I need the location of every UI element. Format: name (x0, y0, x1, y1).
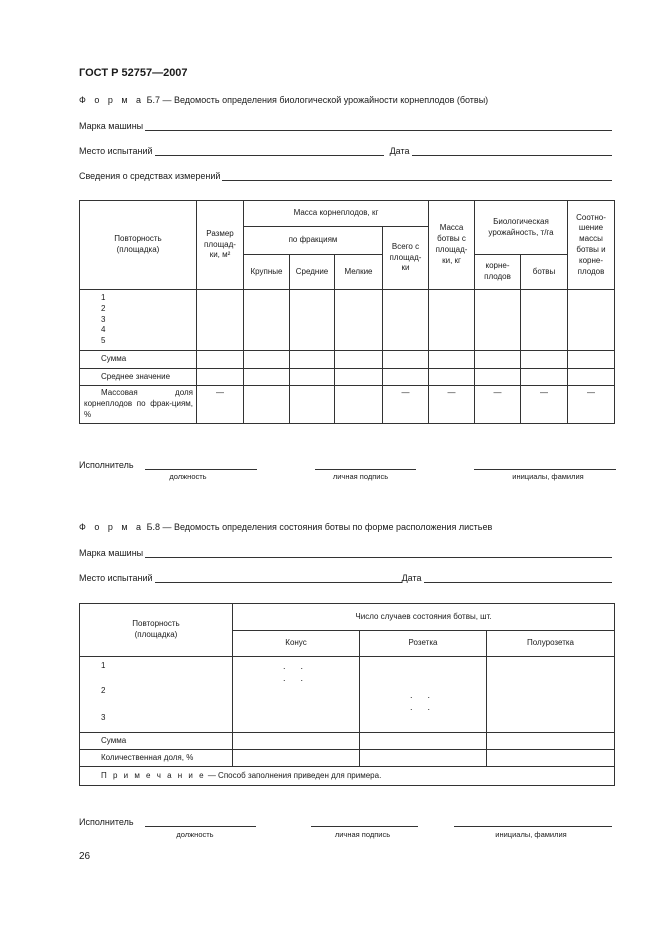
field-line-instruments[interactable] (222, 171, 612, 181)
field-label-place: Место испытаний (79, 573, 153, 583)
table-cell[interactable] (233, 733, 360, 750)
table-cell[interactable] (290, 351, 335, 369)
note-row (80, 767, 615, 786)
field-machine-b8 (79, 548, 612, 558)
repeat-number: 1 (101, 293, 106, 302)
header-half-rosette: Полурозетка (487, 631, 615, 657)
repeat-list (80, 290, 197, 351)
dash-cell: — (383, 386, 429, 424)
table-row (80, 369, 615, 386)
field-line-date[interactable] (412, 146, 613, 156)
tally-dots: · · (409, 704, 437, 714)
field-label-date: Дата (401, 573, 422, 583)
repeat-number: 2 (101, 686, 106, 695)
table-row (80, 750, 615, 767)
executor-label: Исполнитель (79, 460, 134, 470)
caption-personal-signature: личная подпись (332, 472, 389, 481)
row-label-sum: Сумма (80, 351, 197, 369)
field-place-date-b8 (79, 573, 612, 583)
header-roots: корне-плодов (475, 255, 521, 290)
row-label-sum-b8: Сумма (80, 733, 233, 750)
repeat-number: 3 (101, 314, 106, 324)
header-size: Размер площад-ки, м² (197, 201, 244, 290)
tally-dots: · · (282, 675, 310, 685)
table-cell[interactable] (383, 369, 429, 386)
table-cell[interactable] (429, 351, 475, 369)
table-cell[interactable] (475, 369, 521, 386)
row-label-share: Массовая доля корнеплодов по фрак-циям, % (80, 386, 197, 424)
signature-line-personal[interactable] (315, 460, 416, 470)
row-label-mean: Среднее значение (80, 369, 197, 386)
dash-cell: — (429, 386, 475, 424)
dash-cell: — (197, 386, 244, 424)
header-medium: Средние (290, 255, 335, 290)
repeat-number: 1 (101, 661, 106, 670)
header-mass: Масса корнеплодов, кг (244, 201, 429, 227)
repeat-number: 2 (101, 303, 106, 313)
header-tops-mass: Масса ботвы с площад-ки, кг (429, 201, 475, 290)
header-yield: Биологическая урожайность, т/га (475, 201, 568, 255)
table-cell[interactable] (290, 290, 335, 351)
table-cell[interactable] (335, 351, 383, 369)
form-b8-title (79, 522, 492, 532)
caption-position: должность (176, 830, 214, 839)
table-cell[interactable] (487, 750, 615, 767)
table-cell[interactable] (197, 290, 244, 351)
dash-cell: — (475, 386, 521, 424)
header-repeat-b8: Повторность (площадка) (80, 604, 233, 657)
table-cell[interactable] (521, 351, 568, 369)
caption-initials: инициалы, фамилия (512, 472, 584, 481)
table-cell[interactable] (244, 290, 290, 351)
repeat-number: 5 (101, 336, 106, 346)
field-machine-b7 (79, 121, 612, 131)
note-text: — Способ заполнения приведен для примера. (207, 770, 382, 780)
form-b7-title (79, 95, 488, 105)
standard-header: ГОСТ Р 52757—2007 (79, 67, 188, 79)
caption-personal-signature: личная подпись (334, 830, 391, 839)
table-b7 (79, 200, 615, 424)
header-repeat: Повторность (площадка) (80, 201, 197, 290)
table-cell[interactable] (429, 369, 475, 386)
header-by-fraction: по фракциям (244, 227, 383, 255)
table-cell[interactable] (290, 369, 335, 386)
row-label-share-b8: Количественная доля, % (80, 750, 233, 767)
header-tops: ботвы (521, 255, 568, 290)
table-cell[interactable] (429, 290, 475, 351)
field-line-machine[interactable] (145, 121, 612, 131)
table-cell[interactable] (360, 750, 487, 767)
form-b8-title-text: Б.8 — Ведомость определения состояния ботвы по форме расположения листьев (146, 522, 493, 532)
table-cell[interactable] (521, 290, 568, 351)
table-cell[interactable] (233, 750, 360, 767)
table-cell[interactable] (487, 733, 615, 750)
field-line-place[interactable] (155, 573, 402, 583)
executor-label: Исполнитель (79, 817, 134, 827)
dash-cell: — (568, 386, 615, 424)
table-cell[interactable] (383, 290, 429, 351)
repeat-number: 4 (101, 325, 106, 335)
table-cell[interactable] (360, 733, 487, 750)
table-cell[interactable] (244, 369, 290, 386)
table-cell[interactable] (244, 386, 290, 424)
form-b8-word: Ф о р м а (79, 522, 145, 532)
field-line-place[interactable] (155, 146, 384, 156)
field-label-place: Место испытаний (79, 146, 153, 156)
signature-line-initials[interactable] (474, 460, 616, 470)
field-label-instruments: Сведения о средствах измерений (79, 171, 221, 181)
field-label-date: Дата (389, 146, 410, 156)
field-line-machine[interactable] (145, 548, 612, 558)
table-cell[interactable] (475, 351, 521, 369)
field-label-machine: Марка машины (79, 548, 144, 558)
signature-b7 (79, 460, 134, 470)
header-rosette: Розетка (360, 631, 487, 657)
dash-cell: — (521, 386, 568, 424)
header-ratio: Соотно-шение массы ботвы и корне-плодов (568, 201, 615, 290)
table-row (80, 657, 615, 733)
field-instruments-b7 (79, 171, 612, 181)
table-cell[interactable] (244, 351, 290, 369)
table-cell[interactable] (568, 369, 615, 386)
signature-line-initials[interactable] (454, 817, 612, 827)
header-cone: Конус (233, 631, 360, 657)
caption-initials: инициалы, фамилия (495, 830, 567, 839)
table-cell[interactable] (335, 386, 383, 424)
table-cell[interactable] (568, 351, 615, 369)
header-large: Крупные (244, 255, 290, 290)
signature-line-position[interactable] (145, 817, 256, 827)
table-row (80, 733, 615, 750)
table-row (80, 351, 615, 369)
table-cell[interactable] (335, 369, 383, 386)
header-count: Число случаев состояния ботвы, шт. (233, 604, 615, 631)
field-label-machine: Марка машины (79, 121, 144, 131)
header-total: Всего с площад-ки (383, 227, 429, 290)
page-number: 26 (79, 851, 91, 862)
cone-cell[interactable] (233, 657, 360, 733)
table-b8 (79, 603, 615, 786)
field-line-date[interactable] (424, 573, 613, 583)
header-small: Мелкие (335, 255, 383, 290)
table-cell[interactable] (475, 290, 521, 351)
signature-line-position[interactable] (145, 460, 257, 470)
table-cell[interactable] (383, 351, 429, 369)
field-place-date-b7 (79, 146, 612, 156)
signature-line-personal[interactable] (311, 817, 418, 827)
table-cell[interactable] (197, 369, 244, 386)
table-row (80, 290, 615, 351)
half-rosette-cell[interactable] (487, 657, 615, 733)
caption-position: должность (169, 472, 207, 481)
signature-b8 (79, 817, 134, 827)
table-cell[interactable] (521, 369, 568, 386)
table-cell[interactable] (197, 351, 244, 369)
form-b7-title-text: Б.7 — Ведомость определения биологической урожайности корнеплодов (ботвы) (146, 95, 489, 105)
table-cell[interactable] (290, 386, 335, 424)
table-cell[interactable] (568, 290, 615, 351)
form-b7-word: Ф о р м а (79, 95, 145, 105)
table-row (80, 386, 615, 424)
note-word: П р и м е ч а н и е (101, 770, 206, 780)
tally-dots: · · (409, 692, 437, 702)
tally-dots: · · (282, 663, 310, 673)
rosette-cell[interactable] (360, 657, 487, 733)
note (80, 767, 615, 786)
repeat-number: 3 (101, 713, 106, 722)
table-cell[interactable] (335, 290, 383, 351)
repeat-list-b8 (80, 657, 233, 733)
